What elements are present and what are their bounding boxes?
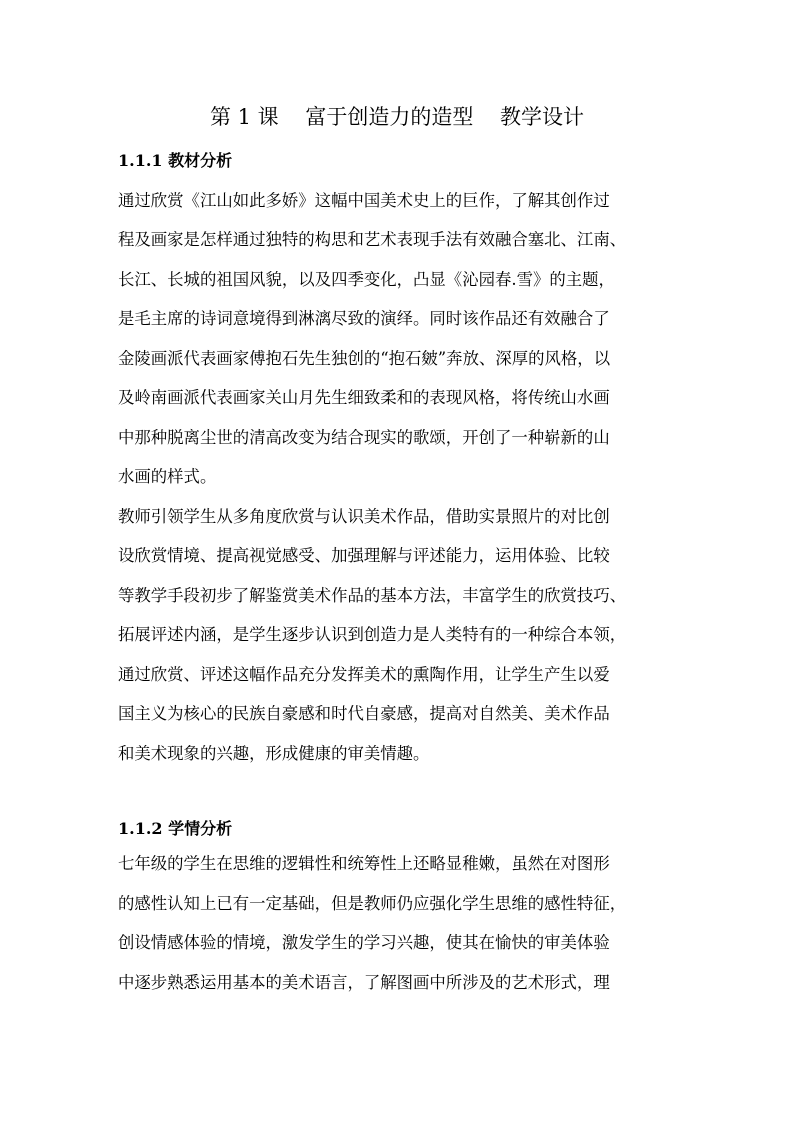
- paragraph-line: 的感性认知上已有一定基础，但是教师仍应强化学生思维的感性特征，: [118, 894, 627, 913]
- paragraph-line: 通过欣赏《江山如此多娇》这幅中国美术史上的巨作，了解其创作过: [118, 191, 610, 210]
- paragraph-line: 创设情感体验的情境，激发学生的学习兴趣，使其在愉快的审美体验: [118, 933, 610, 952]
- page-title: 第 1 课 富于创造力的造型 教学设计: [209, 105, 585, 129]
- paragraph-line: 国主义为核心的民族自豪感和时代自豪感，提高对自然美、美术作品: [118, 704, 610, 723]
- paragraph-line: 中逐步熟悉运用基本的美术语言，了解图画中所涉及的艺术形式，理: [118, 973, 610, 992]
- paragraph-line: 七年级的学生在思维的逻辑性和统筹性上还略显稚嫩，虽然在对图形: [118, 854, 610, 873]
- paragraph-line: 程及画家是怎样通过独特的构思和艺术表现手法有效融合塞北、江南、: [118, 230, 627, 249]
- section-heading-1: 1.1.1 教材分析: [118, 151, 233, 170]
- paragraph-line: 水画的样式。: [118, 467, 217, 486]
- paragraph-line: 设欣赏情境、提高视觉感受、加强理解与评述能力，运用体验、比较: [118, 546, 610, 565]
- paragraph-line: 金陵画派代表画家傅抱石先生独创的“抱石皴”奔放、深厚的风格，以: [118, 349, 611, 368]
- paragraph-line: 通过欣赏、评述这幅作品充分发挥美术的熏陶作用，让学生产生以爱: [118, 665, 610, 684]
- paragraph-line: 是毛主席的诗词意境得到淋漓尽致的演绎。同时该作品还有效融合了: [118, 309, 610, 328]
- paragraph-line: 和美术现象的兴趣，形成健康的审美情趣。: [118, 744, 430, 763]
- paragraph-line: 教师引领学生从多角度欣赏与认识美术作品，借助实景照片的对比创: [118, 507, 610, 526]
- paragraph-line: 长江、长城的祖国风貌，以及四季变化，凸显《沁园春.雪》的主题，: [118, 270, 615, 289]
- paragraph-line: 及岭南画派代表画家关山月先生细致柔和的表现风格，将传统山水画: [118, 388, 610, 407]
- section-heading-2: 1.1.2 学情分析: [118, 819, 233, 838]
- paragraph-line: 中那种脱离尘世的清高改变为结合现实的歌颂，开创了一种崭新的山: [118, 428, 610, 447]
- paragraph-line: 等教学手段初步了解鉴赏美术作品的基本方法，丰富学生的欣赏技巧、: [118, 586, 627, 605]
- paragraph-line: 拓展评述内涵，是学生逐步认识到创造力是人类特有的一种综合本领，: [118, 625, 627, 644]
